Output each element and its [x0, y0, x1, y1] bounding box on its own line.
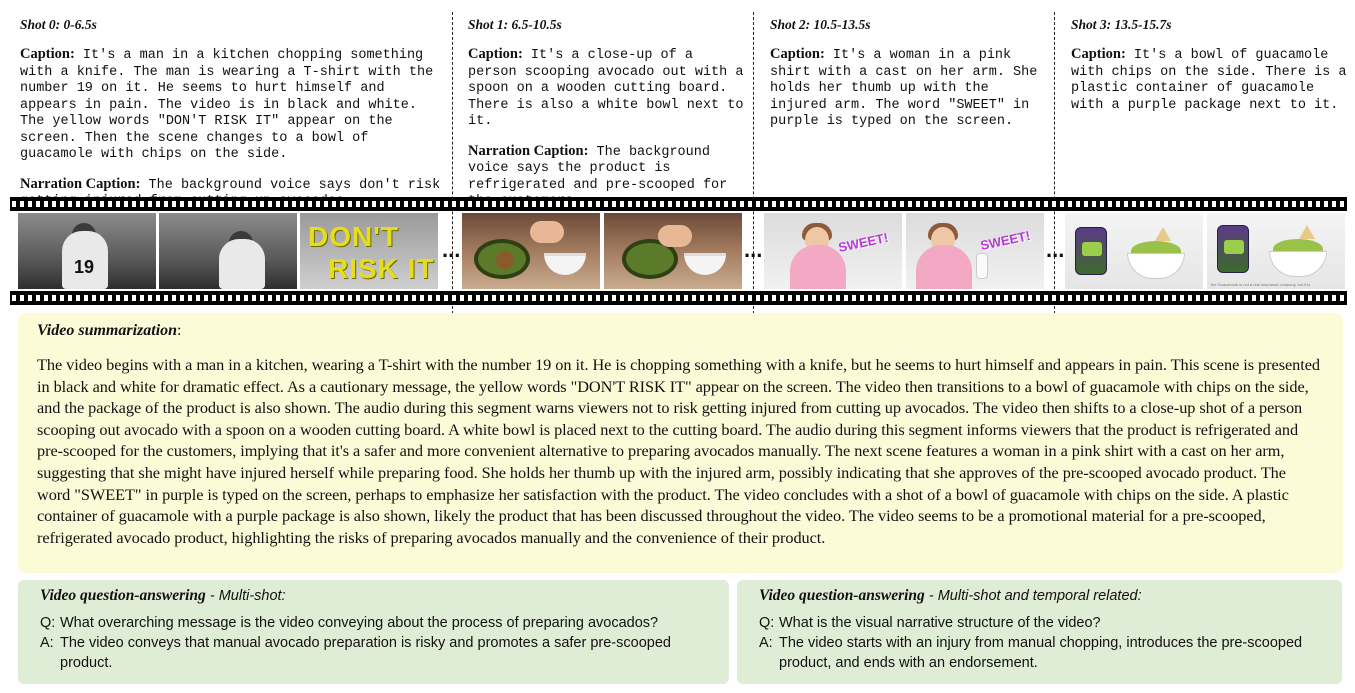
summary-text: The video begins with a man in a kitchen, wearing a T-shirt with the number 19 on it. He is chopping something with a knife, but he seems to hurt himself and appears in pain. This scene is presented in black and white for dramatic effect. As a cautionary message, the yellow words "DON'T RISK IT" appear on the screen. The video then transitions to a bowl of guacamole with chips on the side, and the package of the product is also shown. The audio during this segment warns viewers not to risk getting injured from cutting up avocados. The video then shifts to a close-up shot of a person scooping out avocado with a spoon on a wooden cutting board. A white bowl is placed next to the cutting board. The audio during this segment informs viewers that the product is refrigerated and pre-scooped for the customers, implying that it's a safer and more convenient alternative to preparing avocados manually. The next scene features a woman in a pink shirt with a cast on her arm, suggesting that she might have injured herself while preparing food. She holds her thumb up with the injured arm, possibly indicating that she approves of the pre-scooped avocado product. The word "SWEET" in purple is typed on the screen, perhaps to emphasize her satisfaction with the product. The video concludes with a shot of a bowl of guacamole with chips on the side. A plastic container of guacamole with a purple package is also shown, likely the product that has been discussed throughout the video. The video seems to be a promotional material for a pre-scooped, refrigerated avocado product, highlighting the risks of preparing avocados manually and the convenience of their product. [37, 355, 1320, 547]
shot-2-caption [770, 46, 1048, 131]
woman-pink-shirt [916, 245, 972, 289]
guacamole-bowl [1127, 253, 1185, 279]
frame-shot0-dont-risk-it [300, 213, 438, 289]
narration-label: Narration Caption: [20, 175, 141, 192]
qa-box-multi-shot [18, 580, 729, 684]
caption-label: Caption: [20, 46, 75, 62]
question-text: What is the visual narrative structure of the video? [779, 615, 1101, 631]
qa-title-bold: Video question-answering [40, 587, 206, 604]
question-text: What overarching message is the video conveying about the process of preparing avocados? [60, 615, 659, 631]
shot-0-column [18, 14, 450, 196]
qa-title [40, 587, 715, 605]
frame-shot1-a [462, 213, 600, 289]
film-strip [10, 197, 1347, 305]
narration-label: Narration Caption: [468, 142, 589, 159]
chip [1299, 225, 1315, 239]
sweet-text: SWEET! [978, 227, 1032, 254]
woman-pink-shirt [790, 245, 846, 289]
qa-title-rest: - Multi-shot: [205, 588, 286, 604]
avocado-pit [496, 251, 514, 269]
caption-text: It's a bowl of guacamole with chips on the side. There is a plastic container of guacamole with a purple package next to it. [1071, 48, 1347, 113]
caption-label: Caption: [770, 46, 825, 62]
qa-title [759, 587, 1328, 605]
shot-3-caption [1071, 46, 1347, 114]
arm-cast [976, 253, 988, 279]
frames-ellipsis: ... [1046, 237, 1065, 262]
video-summarization-box [18, 313, 1343, 573]
shot-3-title: Shot 3: 13.5-15.7s [1071, 17, 1172, 32]
caption-label: Caption: [468, 46, 523, 62]
frame-shot3-b [1207, 213, 1345, 289]
white-bowl [544, 253, 586, 275]
frame-shot1-b [604, 213, 742, 289]
frame-shot0-a [18, 213, 156, 289]
chip [1155, 227, 1171, 241]
answer-text: The video starts with an injury from manual chopping, introduces the pre-scooped product, and ends with an endorsement. [779, 635, 1303, 671]
hand [530, 221, 564, 243]
narration-text: The background voice says the product is refrigerated and pre-scooped for [468, 144, 728, 193]
caption-text: It's a man in a kitchen chopping something with a knife. The man is wearing a T-shirt with the number 19 on it. He seems to hurt himself and appears in pain. The video is in black and white. The yellow words "DON'T RISK IT" appear on the screen. Then the scene changes to a bowl of guacamole with chips on the side. [20, 48, 434, 162]
film-perforation-bottom [10, 291, 1347, 305]
film-perforation-top [10, 197, 1347, 211]
shot-1-column [466, 14, 750, 196]
frame-shot2-b [906, 213, 1044, 289]
guacamole-package [1075, 227, 1107, 275]
narration-text: The background voice says don't risk [148, 177, 441, 193]
qa-question [759, 613, 1328, 633]
a-prefix: A: [759, 635, 773, 651]
guacamole-bowl [1269, 251, 1327, 277]
qa-question [40, 613, 715, 633]
film-frames [10, 211, 1347, 291]
frame-shot0-b [159, 213, 297, 289]
hand [658, 225, 692, 247]
white-bowl [684, 253, 726, 275]
shot-2-column [768, 14, 1050, 196]
q-prefix: Q: [40, 615, 56, 631]
qa-title-rest: - Multi-shot and temporal related: [924, 588, 1142, 604]
sweet-text: SWEET! [836, 229, 890, 256]
dont-text: DON'T [308, 221, 399, 252]
frame-subtitle: the Guacamole is not a real insurance company, but it is [1211, 282, 1311, 287]
summary-title-colon: : [177, 322, 182, 339]
summary-title [37, 322, 1323, 340]
man-shirt [219, 239, 265, 289]
caption-text: It's a close-up of a person scooping avocado out with a spoon on a wooden cutting board. There is also a white bowl next to it. [468, 48, 744, 129]
qa-answer [40, 633, 715, 673]
shot-0-title: Shot 0: 0-6.5s [20, 17, 97, 32]
answer-text: The video conveys that manual avocado preparation is risky and promotes a safer pre-scooped product. [60, 635, 671, 671]
frame-shot3-a [1065, 213, 1203, 289]
shirt-number: 19 [74, 257, 95, 277]
risk-it-text: RISK IT [328, 253, 435, 284]
caption-label: Caption: [1071, 46, 1126, 62]
a-prefix: A: [40, 635, 54, 651]
shot-1-caption [468, 46, 748, 131]
summary-title-text: Video summarization [37, 322, 178, 339]
caption-text: It's a woman in a pink shirt with a cast on her arm. She holds her thumb up with the injured arm. The word "SWEET" in purple is typed on the screen. [770, 48, 1038, 129]
qa-title-bold: Video question-answering [759, 587, 925, 604]
qa-box-multi-shot-temporal [737, 580, 1342, 684]
qa-answer [759, 633, 1328, 673]
shot-2-title: Shot 2: 10.5-13.5s [770, 17, 871, 32]
frames-ellipsis: ... [442, 237, 461, 262]
frame-shot2-a [764, 213, 902, 289]
shot-0-caption [20, 46, 448, 164]
guacamole-package [1217, 225, 1249, 273]
shot-1-title: Shot 1: 6.5-10.5s [468, 17, 562, 32]
frames-ellipsis: ... [744, 237, 763, 262]
q-prefix: Q: [759, 615, 775, 631]
shot-3-column [1069, 14, 1349, 196]
